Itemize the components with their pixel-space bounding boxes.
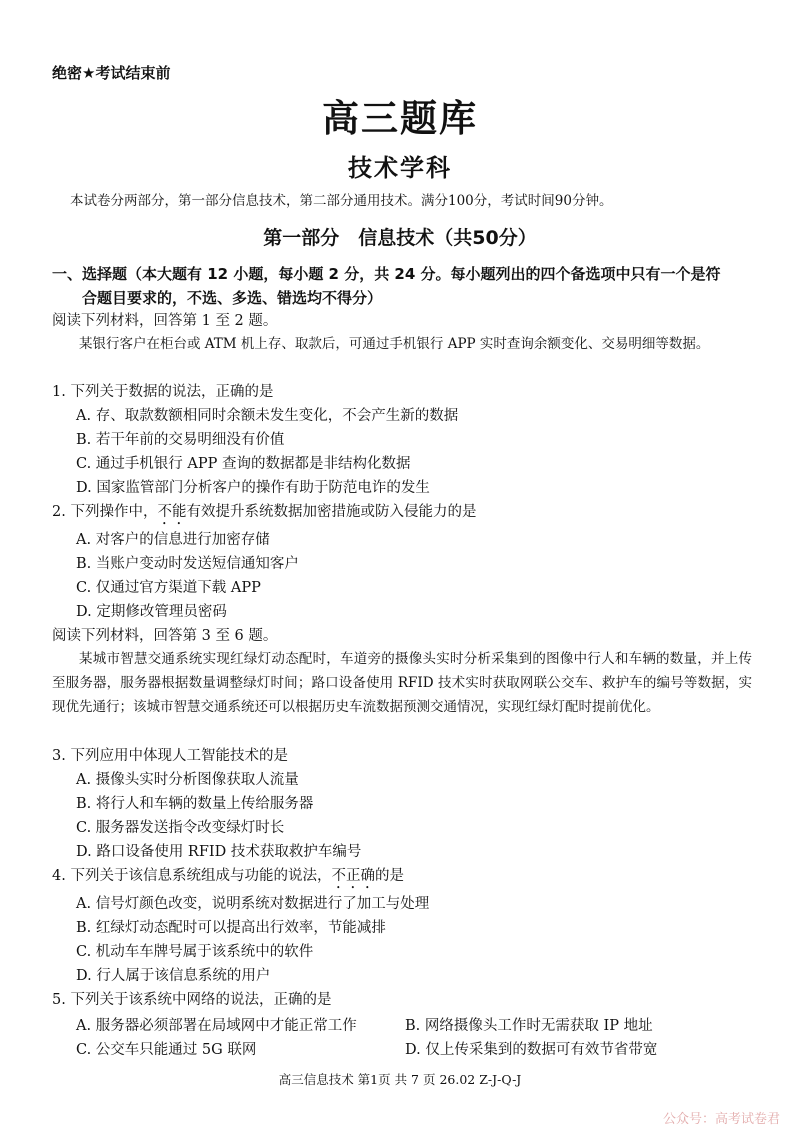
question-2-stem-emphasis: 不能	[157, 504, 187, 520]
question-1-option-c: C. 通过手机银行 APP 查询的数据都是非结构化数据	[76, 456, 411, 472]
question-4-option-a: A. 信号灯颜色改变，说明系统对数据进行了加工与处理	[76, 896, 430, 912]
question-4-option-c: C. 机动车车牌号属于该系统中的软件	[76, 944, 314, 960]
question-1-stem: 1. 下列关于数据的说法，正确的是	[52, 384, 274, 400]
material-paragraph-2: 某城市智慧交通系统实现红绿灯动态配时，车道旁的摄像头实时分析采集到的图像中行人和车辆的数量，并上传至服务器，服务器根据数量调整绿灯时间；路口设备使用 RFID 技术实时获取网联公交车、救护车的编号等数据，实现优先通行；该城市智慧交通系统还可以根据历史车流数据预测交通情况，实现红绿灯配时提前优化。	[52, 651, 752, 715]
section-heading	[52, 262, 752, 310]
question-2-option-c: C. 仅通过官方渠道下载 APP	[76, 580, 261, 596]
read-instruction-2: 阅读下列材料，回答第 3 至 6 题。	[52, 628, 278, 644]
question-3-option-a: A. 摄像头实时分析图像获取人流量	[76, 772, 299, 788]
question-4-stem-emphasis: 不正确	[331, 868, 375, 884]
question-4-option-d: D. 行人属于该信息系统的用户	[76, 968, 271, 984]
question-5-option-d: D. 仅上传采集到的数据可有效节省带宽	[405, 1042, 658, 1058]
question-1-option-d: D. 国家监管部门分析客户的操作有助于防范电诈的发生	[76, 480, 430, 496]
question-1-option-b: B. 若干年前的交易明细没有价值	[76, 432, 285, 448]
material-paragraph-1: 某银行客户在柜台或 ATM 机上存、取款后，可通过手机银行 APP 实时查询余额变化、交易明细等数据。	[79, 336, 710, 352]
subject-title: 技术学科	[348, 154, 452, 182]
read-instruction-1: 阅读下列材料，回答第 1 至 2 题。	[52, 313, 278, 329]
question-2-option-a: A. 对客户的信息进行加密存储	[76, 532, 270, 548]
exam-intro: 本试卷分两部分，第一部分信息技术，第二部分通用技术。满分100分，考试时间90分钟。	[70, 193, 613, 209]
question-5-option-c: C. 公交车只能通过 5G 联网	[76, 1042, 257, 1058]
question-3-option-c: C. 服务器发送指令改变绿灯时长	[76, 820, 285, 836]
part-title: 第一部分 信息技术（共50分）	[263, 227, 537, 249]
watermark: 公众号：高考试卷君	[662, 1112, 780, 1127]
section-heading-line1: 一、选择题（本大题有 12 小题，每小题 2 分，共 24 分。每小题列出的四个备选项中只有一个是符	[52, 265, 721, 283]
question-2-option-d: D. 定期修改管理员密码	[76, 604, 227, 620]
question-3-option-b: B. 将行人和车辆的数量上传给服务器	[76, 796, 314, 812]
question-4-option-b: B. 红绿灯动态配时可以提高出行效率，节能减排	[76, 920, 386, 936]
question-5-option-b: B. 网络摄像头工作时无需获取 IP 地址	[405, 1018, 653, 1034]
question-4-stem-before: 4. 下列关于该信息系统组成与功能的说法，	[52, 868, 332, 884]
question-2-stem	[52, 500, 476, 528]
question-5-option-a: A. 服务器必须部署在局域网中才能正常工作	[76, 1018, 357, 1034]
question-3-stem: 3. 下列应用中体现人工智能技术的是	[52, 748, 288, 764]
section-heading-line2: 合题目要求的，不选、多选、错选均不得分）	[82, 289, 383, 307]
question-2-stem-before: 2. 下列操作中，	[52, 504, 158, 520]
question-3-option-d: D. 路口设备使用 RFID 技术获取救护车编号	[76, 844, 362, 860]
page-footer: 高三信息技术 第1页 共 7 页 26.02 Z-J-Q-J	[278, 1072, 522, 1087]
page-title: 高三题库	[322, 97, 478, 140]
question-4-stem-after: 的是	[374, 868, 404, 884]
question-2-option-b: B. 当账户变动时发送短信通知客户	[76, 556, 299, 572]
question-2-stem-after: 有效提升系统数据加密措施或防入侵能力的是	[186, 504, 477, 520]
question-4-stem	[52, 864, 404, 892]
question-5-stem: 5. 下列关于该系统中网络的说法，正确的是	[52, 992, 332, 1008]
question-1-option-a: A. 存、取款数额相同时余额未发生变化，不会产生新的数据	[76, 408, 459, 424]
confidential-label: 绝密★考试结束前	[52, 64, 171, 82]
